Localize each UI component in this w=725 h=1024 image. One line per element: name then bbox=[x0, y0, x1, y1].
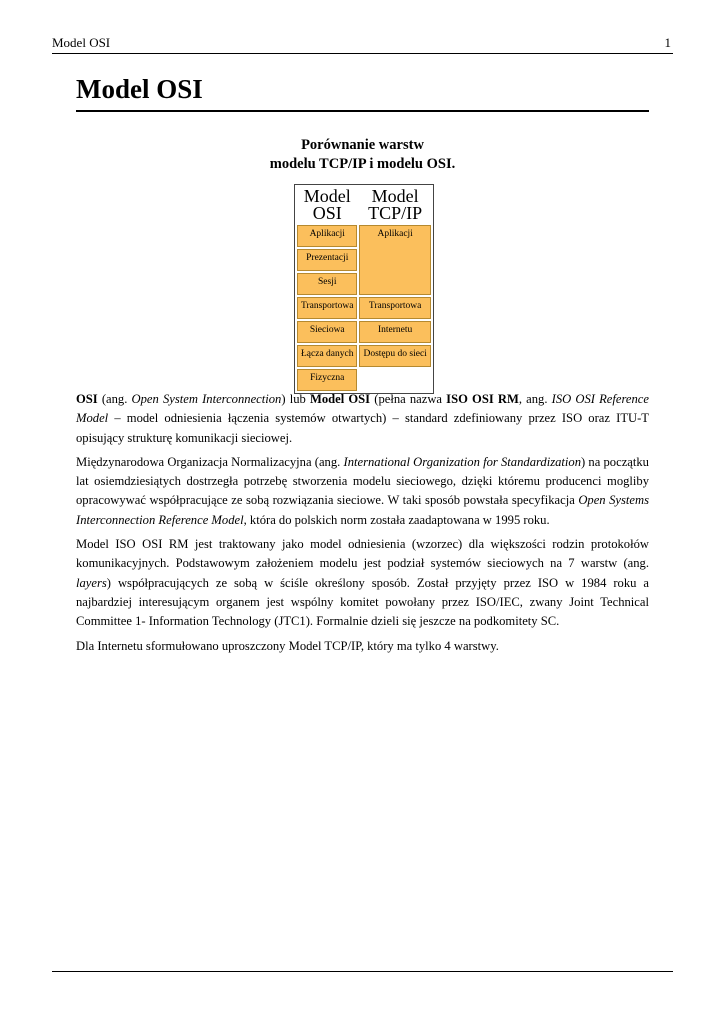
term-iso-osi-rm: ISO OSI RM bbox=[446, 392, 519, 406]
paragraph-tcpip-note bbox=[76, 637, 649, 656]
paragraph-model-description bbox=[76, 535, 649, 631]
tcpip-header-line-2: TCP/IP bbox=[368, 203, 423, 223]
table-row bbox=[297, 297, 431, 319]
paragraph-intro bbox=[76, 390, 649, 448]
osi-column-header bbox=[297, 187, 357, 223]
tcpip-layer-application: Aplikacji bbox=[359, 225, 430, 295]
text-run: ) współpracujących ze sobą w ściśle określony sposób. Został przyjęty przez ISO w 1984 roku a najbardziej interesującym organem jest wspólny komitet powołany przez ISO/IEC, zwany Joint Technical Committee 1- Information Technology (JTC1). Formalnie dzieli się jeszcze na podkomitety SC. bbox=[76, 575, 649, 629]
tcpip-header-line-1: Model bbox=[371, 186, 419, 206]
term-model-osi: Model OSI bbox=[309, 392, 371, 406]
text-run: Międzynarodowa Organizacja Normalizacyjna (ang. bbox=[76, 454, 344, 469]
term-open-system-interconnection: Open System Interconnection bbox=[131, 392, 282, 406]
osi-tcpip-comparison-table bbox=[294, 184, 434, 394]
osi-layer-transport: Transportowa bbox=[297, 297, 357, 319]
osi-header-line-2: OSI bbox=[312, 203, 342, 223]
running-title: Model OSI bbox=[52, 35, 111, 50]
tcpip-layer-transport: Transportowa bbox=[359, 297, 430, 319]
text-run: – model odniesienia łączenia systemów otwartych) – standard zdefiniowany przez ISO oraz ITU-T opisujący strukturę komunikacji sieciowej. bbox=[76, 411, 649, 445]
osi-layer-data-link: Łącza danych bbox=[297, 345, 357, 367]
osi-layer-network: Sieciowa bbox=[297, 321, 357, 343]
osi-layer-application: Aplikacji bbox=[297, 225, 357, 247]
table-row bbox=[297, 225, 431, 247]
figure-caption-line-1: Porównanie warstw bbox=[301, 137, 424, 153]
tcpip-layer-network-access: Dostępu do sieci bbox=[359, 345, 430, 367]
running-header bbox=[52, 36, 673, 54]
text-run: ) na początku lat osiemdziesiątych dostrzegła potrzebę stworzenia modelu sieciowego, dzięki któremu producenci mogliby opracowywać współpracujące ze sobą rozwiązania sieciowe. W taki sposób powstała specyfikacja bbox=[76, 454, 649, 508]
text-run: (ang. bbox=[97, 392, 132, 406]
table-row bbox=[297, 345, 431, 367]
term-iso-organization: International Organization for Standardization bbox=[343, 454, 582, 469]
osi-layer-presentation: Prezentacji bbox=[297, 249, 357, 271]
text-run: ) lub bbox=[281, 392, 310, 406]
table-header-row bbox=[297, 187, 431, 223]
empty-cell bbox=[359, 369, 430, 391]
article-body bbox=[76, 390, 649, 661]
text-run: , ang. bbox=[518, 392, 552, 406]
osi-header-line-1: Model bbox=[303, 186, 351, 206]
figure-caption-line-2: modelu TCP/IP i modelu OSI. bbox=[269, 156, 456, 172]
text-run: Dla Internetu sformułowano uproszczony Model TCP/IP, który ma tylko 4 warstwy. bbox=[76, 638, 499, 653]
term-osi-reference-model: Open Systems Interconnection Reference Model bbox=[76, 493, 649, 527]
tcpip-column-header bbox=[359, 187, 430, 223]
term-layers: layers bbox=[76, 575, 107, 590]
text-run: , która do polskich norm została zaadaptowana w 1995 roku. bbox=[243, 512, 550, 527]
paragraph-history bbox=[76, 453, 649, 530]
footer-rule bbox=[52, 971, 673, 972]
text-run: (pełna nazwa bbox=[370, 392, 447, 406]
term-iso-osi-reference-model: ISO OSI Reference Model bbox=[76, 392, 649, 426]
page-number: 1 bbox=[664, 35, 671, 50]
term-osi: OSI bbox=[76, 392, 98, 406]
table-row bbox=[297, 369, 431, 391]
osi-layer-physical: Fizyczna bbox=[297, 369, 357, 391]
osi-layer-session: Sesji bbox=[297, 273, 357, 295]
text-run: Model ISO OSI RM jest traktowany jako model odniesienia (wzorzec) dla większości rodzin protokołów komunikacyjnych. Podstawowym założeniem modelu jest podział systemów sieciowych na 7 warstw (ang. bbox=[76, 537, 649, 571]
tcpip-layer-internet: Internetu bbox=[359, 321, 430, 343]
table-row bbox=[297, 321, 431, 343]
page-title: Model OSI bbox=[76, 72, 649, 112]
figure-caption bbox=[76, 136, 649, 174]
